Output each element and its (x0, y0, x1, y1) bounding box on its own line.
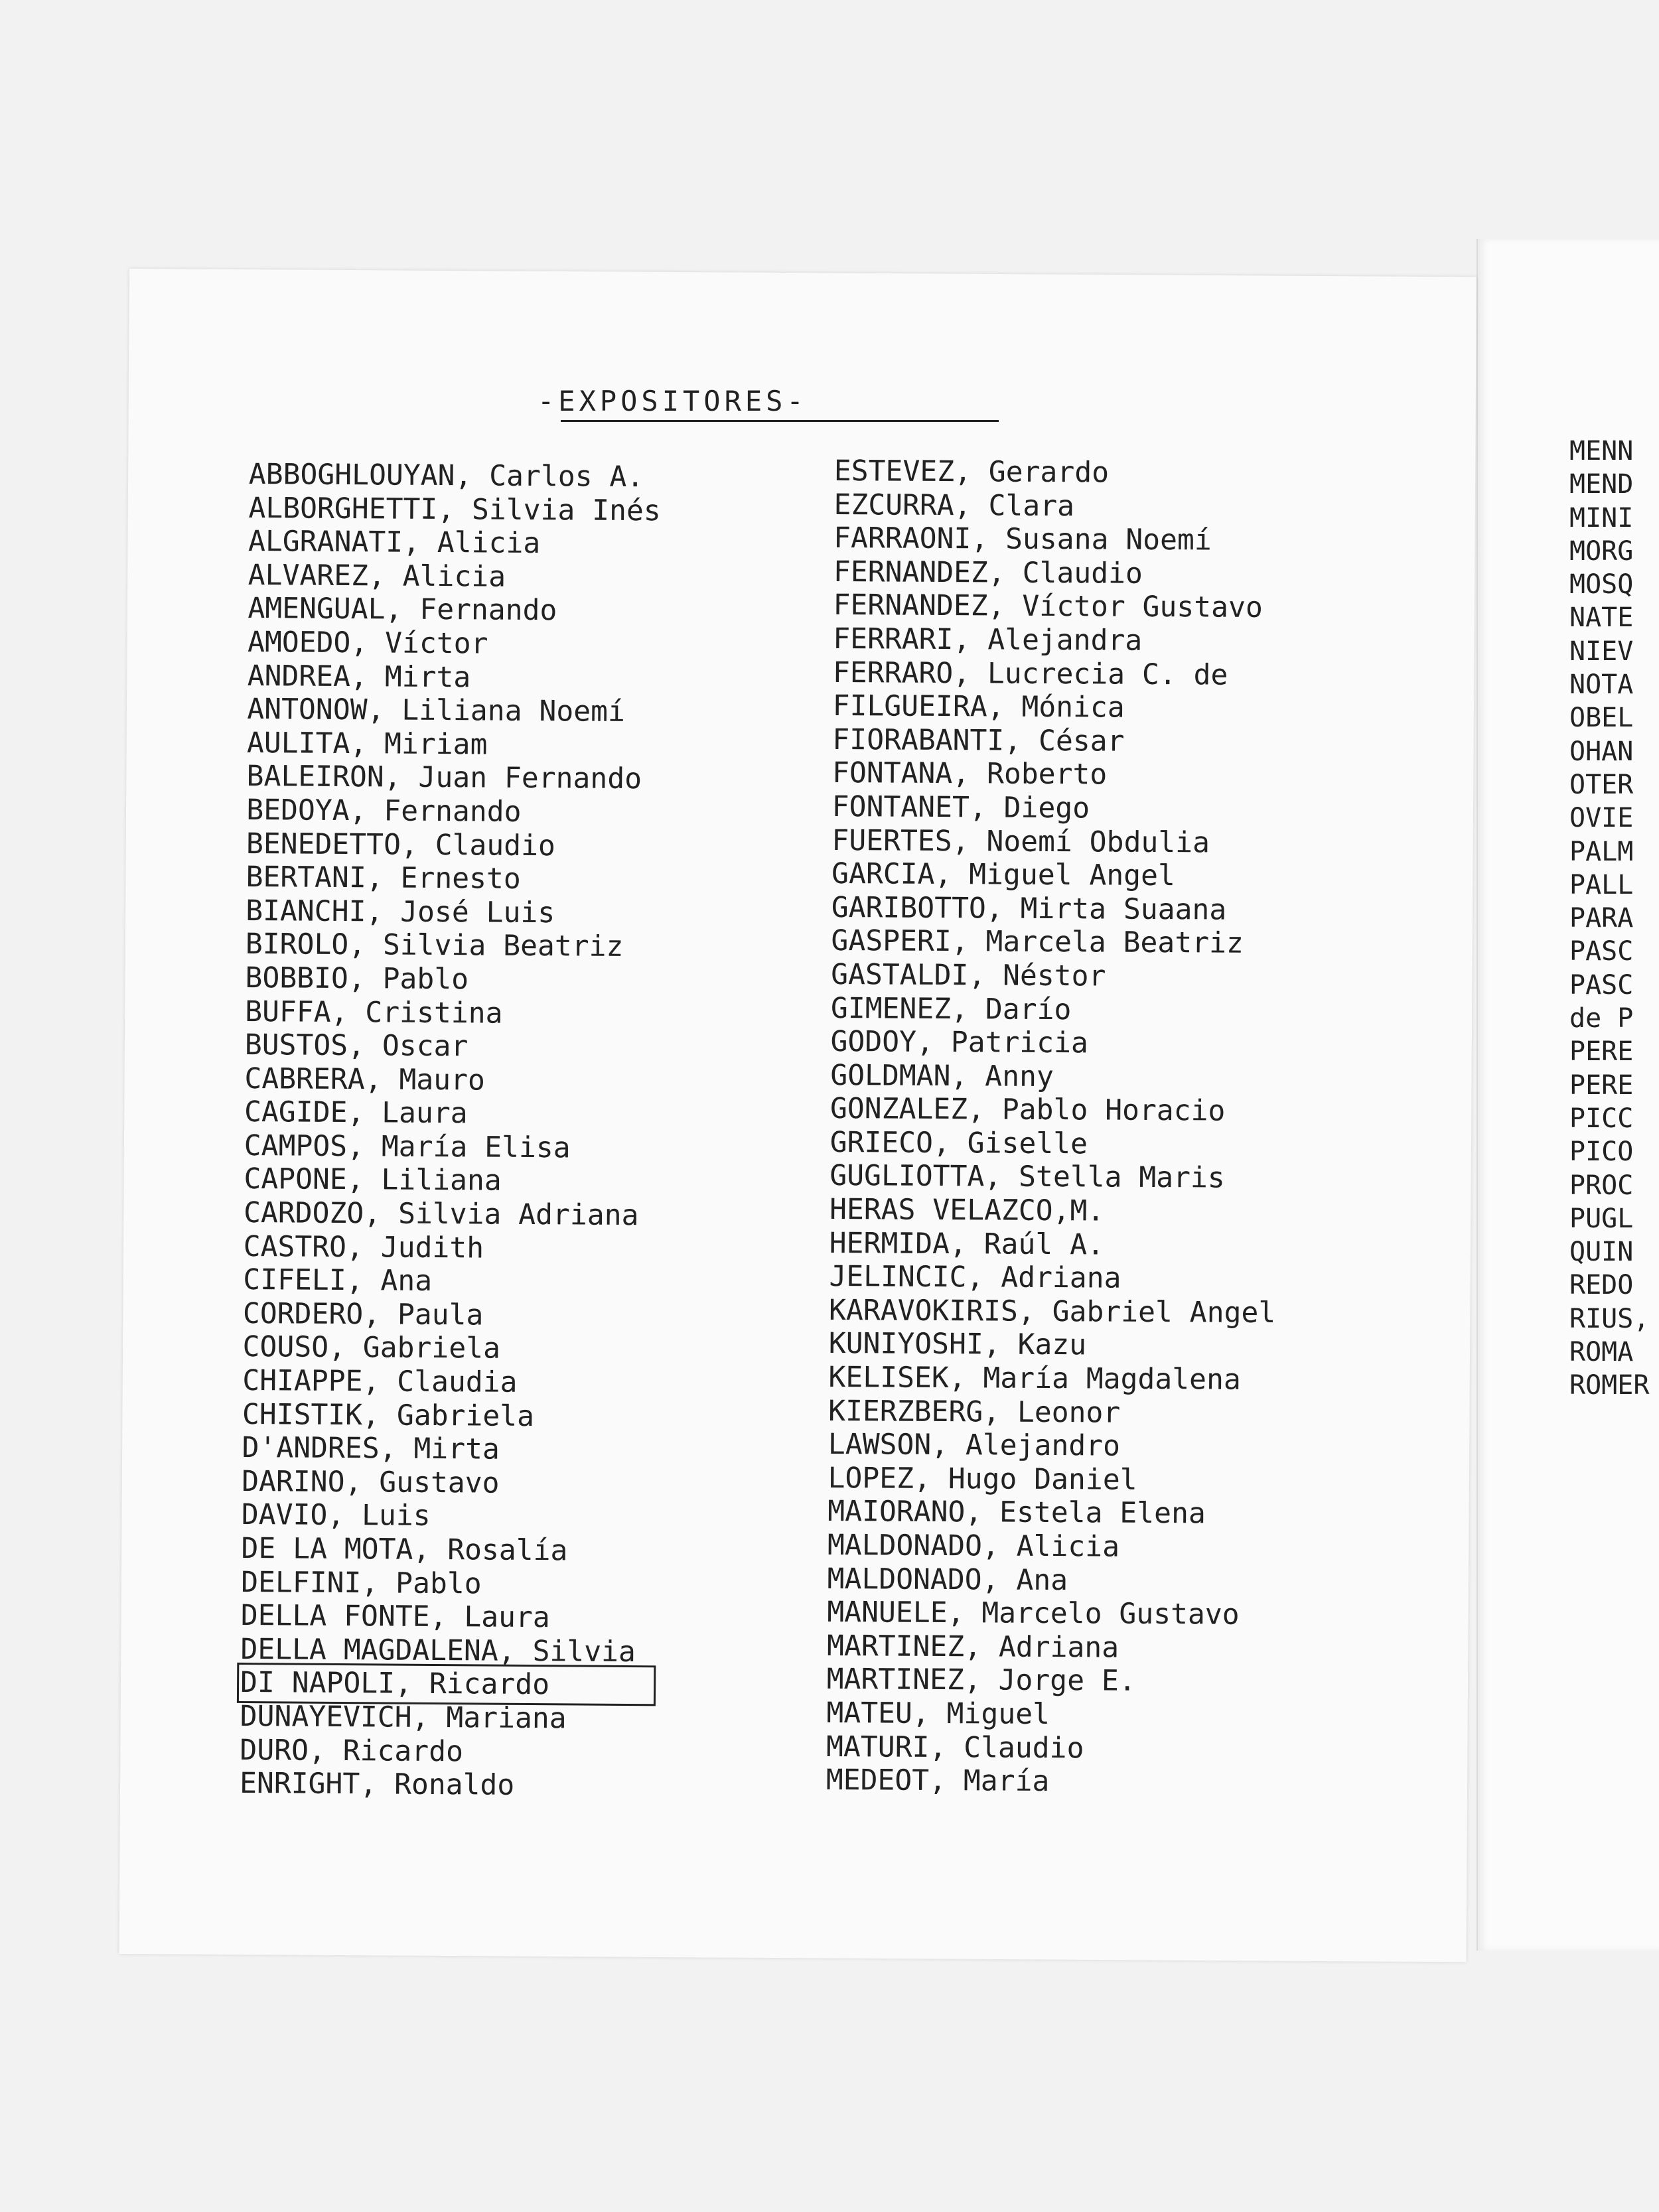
exhibitor-name: ALVAREZ, Alicia (248, 558, 506, 594)
exhibitor-name: PASC (1569, 969, 1634, 1001)
exhibitor-name: MARTINEZ, Adriana (826, 1629, 1119, 1665)
exhibitor-name: FUERTES, Noemí Obdulia (831, 823, 1210, 859)
exhibitor-name: CIFELI, Ana (243, 1263, 433, 1298)
exhibitor-name: ALGRANATI, Alicia (248, 525, 541, 561)
exhibitor-name: D'ANDRES, Mirta (242, 1431, 500, 1466)
exhibitor-name: FERRARO, Lucrecia C. de (832, 656, 1228, 692)
exhibitor-name: GONZALEZ, Pablo Horacio (830, 1092, 1226, 1128)
exhibitor-name: CAMPOS, María Elisa (244, 1129, 571, 1165)
exhibitors-column-left (240, 458, 661, 1803)
exhibitor-name: GASPERI, Marcela Beatriz (831, 924, 1244, 961)
exhibitor-name: PROC (1569, 1170, 1634, 1201)
exhibitor-name: DUNAYEVICH, Mariana (240, 1699, 567, 1736)
exhibitor-name: GIMENEZ, Darío (830, 991, 1072, 1026)
exhibitor-name: FONTANET, Diego (831, 790, 1090, 825)
exhibitor-name: DELLA FONTE, Laura (240, 1599, 550, 1635)
exhibitor-name: BALEIRON, Juan Fernando (246, 760, 642, 796)
exhibitor-name: AULITA, Miriam (246, 726, 488, 762)
exhibitor-name: DI NAPOLI, Ricardo (240, 1666, 653, 1702)
exhibitor-name: EZCURRA, Clara (833, 488, 1075, 523)
exhibitor-name: LOPEZ, Hugo Daniel (828, 1461, 1137, 1497)
exhibitor-name: GARIBOTTO, Mirta Suaana (831, 890, 1227, 927)
exhibitor-name: CHISTIK, Gabriela (242, 1397, 535, 1433)
exhibitor-name: ROMA (1569, 1337, 1634, 1368)
exhibitor-name: OHAN (1569, 736, 1634, 767)
title-underline (561, 420, 999, 422)
exhibitor-name: OBEL (1569, 703, 1634, 734)
exhibitor-name: DURO, Ricardo (240, 1733, 464, 1768)
exhibitor-name: MALDONADO, Alicia (827, 1528, 1120, 1564)
exhibitor-name: KUNIYOSHI, Kazu (828, 1327, 1087, 1362)
exhibitors-column-right (1569, 435, 1649, 1403)
exhibitor-name: CASTRO, Judith (243, 1229, 484, 1265)
exhibitor-name: LAWSON, Alejandro (828, 1428, 1121, 1463)
exhibitor-name: MEDEOT, María (826, 1763, 1050, 1799)
exhibitor-name: de P (1569, 1003, 1634, 1034)
exhibitor-name: ROMER (1569, 1370, 1650, 1401)
exhibitor-name: JELINCIC, Adriana (829, 1260, 1121, 1295)
exhibitor-name: REDO (1569, 1270, 1634, 1301)
exhibitor-name: MATURI, Claudio (826, 1730, 1084, 1765)
exhibitor-name: BUFFA, Cristina (244, 995, 503, 1030)
exhibitor-name: FERNANDEZ, Víctor Gustavo (833, 588, 1263, 625)
exhibitor-name: GARCIA, Miguel Angel (831, 857, 1176, 893)
exhibitor-name: GUGLIOTTA, Stella Maris (830, 1159, 1225, 1196)
exhibitor-name: GODOY, Patricia (830, 1025, 1089, 1060)
exhibitor-name: DAVIO, Luis (241, 1498, 431, 1533)
exhibitor-name: BOBBIO, Pablo (245, 961, 469, 997)
exhibitor-name: PERE (1569, 1036, 1634, 1068)
exhibitor-name: MORG (1569, 535, 1634, 567)
exhibitor-name: CAGIDE, Laura (244, 1095, 468, 1131)
exhibitor-name: PERE (1569, 1070, 1634, 1101)
exhibitor-name: HERMIDA, Raúl A. (829, 1226, 1105, 1262)
exhibitor-name: OVIE (1569, 803, 1634, 834)
exhibitor-name: ANDREA, Mirta (247, 659, 471, 694)
exhibitor-name: AMENGUAL, Fernando (248, 592, 557, 628)
exhibitor-name: BIROLO, Silvia Beatriz (245, 928, 624, 964)
exhibitor-name: MOSQ (1569, 569, 1634, 600)
exhibitor-name: BERTANI, Ernesto (246, 861, 521, 896)
exhibitor-name: QUIN (1569, 1237, 1634, 1268)
exhibitor-name: FILGUEIRA, Mónica (832, 689, 1125, 725)
exhibitor-name: COUSO, Gabriela (242, 1330, 501, 1366)
exhibitor-name: RIUS, (1569, 1303, 1650, 1334)
page-title: -EXPOSITORES- (538, 385, 808, 417)
exhibitor-name: MANUELE, Marcelo Gustavo (827, 1596, 1240, 1631)
exhibitor-name: FARRAONI, Susana Noemí (833, 521, 1212, 557)
exhibitor-name: FIORABANTI, César (832, 723, 1125, 758)
exhibitor-name: CARDOZO, Silvia Adriana (243, 1196, 639, 1233)
exhibitor-name: PASC (1569, 936, 1634, 967)
exhibitor-name: AMOEDO, Víctor (247, 625, 488, 661)
exhibitor-name: FONTANA, Roberto (831, 756, 1108, 792)
exhibitor-name: GASTALDI, Néstor (831, 957, 1106, 993)
exhibitor-name: BEDOYA, Fernando (246, 793, 522, 829)
exhibitor-name: MEND (1569, 469, 1634, 500)
exhibitor-name: ABBOGHLOUYAN, Carlos A. (248, 458, 644, 494)
exhibitor-name: ALBORGHETTI, Silvia Inés (248, 491, 661, 527)
exhibitor-name: DELFINI, Pablo (240, 1565, 482, 1601)
exhibitor-name: PUGL (1569, 1203, 1634, 1234)
exhibitors-column-middle (826, 454, 1281, 1800)
exhibitor-name: HERAS VELAZCO,M. (829, 1193, 1105, 1228)
exhibitor-name: PARA (1569, 903, 1634, 934)
exhibitor-name: DARINO, Gustavo (242, 1464, 500, 1500)
exhibitor-name: ANTONOW, Liliana Noemí (247, 693, 626, 729)
exhibitor-name: CABRERA, Mauro (244, 1062, 486, 1097)
exhibitor-name: MENN (1569, 436, 1634, 466)
exhibitor-name: GOLDMAN, Anny (830, 1058, 1054, 1093)
exhibitor-name: ESTEVEZ, Gerardo (833, 454, 1110, 490)
exhibitor-name: KARAVOKIRIS, Gabriel Angel (828, 1293, 1276, 1330)
exhibitor-name: FERRARI, Alejandra (833, 622, 1143, 657)
exhibitor-name: CHIAPPE, Claudia (242, 1363, 518, 1399)
exhibitor-name: MALDONADO, Ana (827, 1562, 1068, 1597)
exhibitor-name: MARTINEZ, Jorge E. (826, 1663, 1136, 1698)
exhibitor-name: CAPONE, Liliana (244, 1162, 502, 1198)
exhibitor-name: DE LA MOTA, Rosalía (241, 1531, 568, 1568)
exhibitor-name: CORDERO, Paula (242, 1296, 484, 1332)
exhibitor-name: MATEU, Miguel (826, 1696, 1050, 1731)
exhibitor-name: NOTA (1569, 669, 1634, 701)
exhibitor-name: PICO (1569, 1137, 1634, 1168)
exhibitor-name: DELLA MAGDALENA, Silvia (240, 1632, 636, 1669)
exhibitor-name: PALL (1569, 869, 1634, 900)
exhibitor-name: BENEDETTO, Claudio (246, 827, 556, 863)
exhibitor-name: OTER (1569, 769, 1634, 800)
exhibitor-name: KELISEK, María Magdalena (828, 1361, 1241, 1397)
exhibitor-name: MINI (1569, 502, 1634, 533)
exhibitor-name: ENRIGHT, Ronaldo (239, 1767, 515, 1802)
exhibitor-name: PALM (1569, 836, 1634, 867)
exhibitor-name: GRIECO, Giselle (830, 1125, 1088, 1161)
exhibitor-name: NATE (1569, 602, 1634, 634)
exhibitor-name: KIERZBERG, Leonor (828, 1394, 1121, 1430)
exhibitor-name: MAIORANO, Estela Elena (828, 1495, 1206, 1531)
exhibitor-name: PICC (1569, 1103, 1634, 1134)
exhibitor-name: NIEV (1569, 636, 1634, 667)
exhibitor-name: BUSTOS, Oscar (244, 1028, 469, 1064)
exhibitor-name: BIANCHI, José Luis (246, 894, 555, 930)
exhibitor-name: FERNANDEZ, Claudio (833, 555, 1143, 590)
